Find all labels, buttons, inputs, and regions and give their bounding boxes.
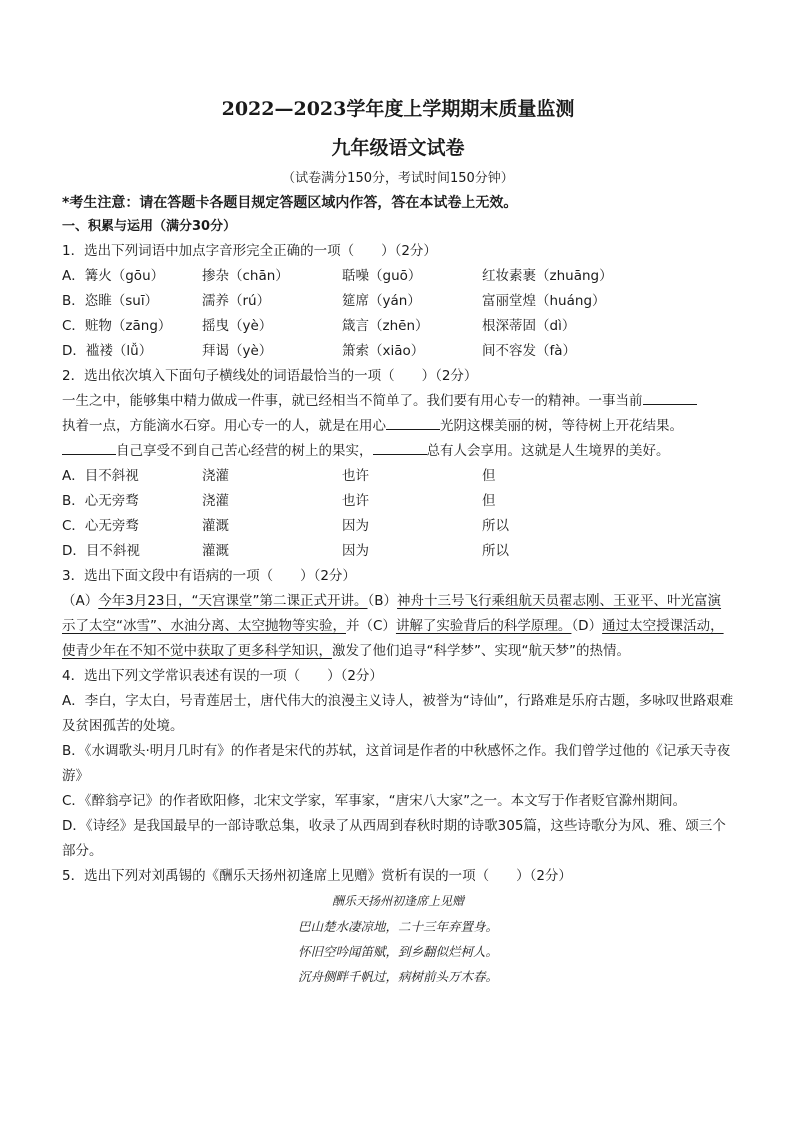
option-cell: 灌溉 [202, 543, 229, 559]
option-cell: 也许 [342, 468, 369, 484]
option-row [62, 489, 734, 514]
option-cell: 拜谒（yè） [202, 343, 273, 359]
option-cell: 所以 [482, 518, 509, 534]
exam-title: 2022—2023学年度上学期期末质量监测 [221, 98, 575, 120]
option-cell: 根深蒂固（dì） [482, 318, 576, 334]
passage-text: 自己享受不到自己苦心经营的树上的果实， [116, 443, 373, 459]
option-cell: D．目不斜视 [62, 543, 140, 559]
option-cell: 但 [482, 468, 496, 484]
passage-text: 光阴这棵美丽的树，等待树上开花结果。 [440, 418, 683, 434]
question-5-stem: 5．选出下列对刘禹锡的《酬乐天扬州初逢席上见赠》赏析有误的一项（ ）（2分） [62, 868, 572, 884]
fill-blank [643, 390, 697, 405]
option-cell: 但 [482, 493, 496, 509]
option-cell: 摇曳（yè） [202, 318, 273, 334]
option-cell: 箴言（zhēn） [342, 318, 429, 334]
question-3-passage [62, 589, 734, 664]
option-row [62, 514, 734, 539]
option-cell: A．目不斜视 [62, 468, 139, 484]
segment-label: （C） [359, 618, 396, 634]
segment-text: 并 [346, 618, 360, 634]
option-cell: C．心无旁骛 [62, 518, 139, 534]
option-row [62, 339, 734, 364]
option-cell: C．赃物（zāng） [62, 318, 172, 334]
option-cell: 浇灌 [202, 468, 229, 484]
option-row [62, 289, 734, 314]
option-row [62, 314, 734, 339]
option-cell: 因为 [342, 518, 369, 534]
question-4-option-c: C．《醉翁亭记》的作者欧阳修，北宋文学家，军事家，“唐宋八大家”之一。本文写于作者贬官滁州期间。 [62, 793, 687, 809]
segment-b: 神舟十三号飞行乘组航天员翟志刚、王亚平、叶光富演示了太空“冰雪”、水油分离、太空抛物等实验， [62, 593, 722, 634]
option-cell: 聒噪（guō） [342, 268, 422, 284]
option-cell: A．篝火（gōu） [62, 268, 165, 284]
question-4-option-a: A．李白，字太白，号青莲居士，唐代伟大的浪漫主义诗人，被誉为“诗仙”，行路难是乐府古题，多咏叹世路艰难及贫困孤苦的处境。 [62, 693, 734, 734]
passage-text: 总有人会享用。这就是人生境界的美好。 [426, 443, 670, 459]
segment-label: （B） [367, 593, 398, 609]
option-cell: 因为 [342, 543, 369, 559]
segment-text: 激发了他们追寻“科学梦”、实现“航天梦”的热情。 [332, 643, 630, 659]
option-cell: 浇灌 [202, 493, 229, 509]
segment-label: （A） [62, 593, 99, 609]
passage-text: 一生之中，能够集中精力做成一件事，就已经相当不简单了。我们要有用心专一的精神。一事当前 [62, 393, 643, 409]
option-cell: 间不容发（fà） [482, 343, 577, 359]
option-cell: D．褴褛（lǚ） [62, 343, 153, 359]
question-2-passage [62, 389, 734, 464]
option-cell: 也许 [342, 493, 369, 509]
fill-blank [386, 415, 440, 430]
candidate-notice: *考生注意：请在答题卡各题目规定答题区域内作答，答在本试卷上无效。 [62, 195, 518, 211]
option-cell: 筵席（yán） [342, 293, 421, 309]
poem-title: 酬乐天扬州初逢席上见赠 [331, 894, 464, 908]
option-cell: B．恣睢（suī） [62, 293, 159, 309]
exam-subject-title: 九年级语文试卷 [331, 137, 465, 159]
poem-line: 沉舟侧畔千帆过，病树前头万木春。 [297, 969, 498, 984]
segment-label: （D） [571, 618, 603, 634]
question-3-stem: 3．选出下面文段中有语病的一项（ ）（2分） [62, 568, 356, 584]
question-2-stem: 2．选出依次填入下面句子横线处的词语最恰当的一项（ ）（2分） [62, 368, 478, 384]
option-cell: 所以 [482, 543, 509, 559]
option-cell: 箫索（xiāo） [342, 343, 425, 359]
segment-a: 今年3月23日，“天宫课堂”第二课正式开讲。 [98, 593, 368, 609]
option-row [62, 264, 734, 289]
question-1-options [62, 264, 734, 364]
poem-line: 巴山楚水凄凉地，二十三年弃置身。 [297, 919, 498, 934]
fill-blank [62, 440, 116, 455]
question-4-option-d: D．《诗经》是我国最早的一部诗歌总集，收录了从西周到春秋时期的诗歌305篇，这些诗歌分为风、雅、颂三个部分。 [62, 818, 726, 859]
segment-c: 讲解了实验背后的科学原理。 [395, 618, 572, 634]
option-row [62, 539, 734, 564]
question-4-option-b: B．《水调歌头·明月几时有》的作者是宋代的苏轼，这首词是作者的中秋感怀之作。我们曾学过他的《记承天寺夜游》 [62, 743, 731, 784]
exam-info: （试卷满分150分，考试时间150分钟） [282, 171, 514, 186]
question-4-stem: 4．选出下列文学常识表述有误的一项（ ）（2分） [62, 668, 383, 684]
option-cell: 掺杂（chān） [202, 268, 289, 284]
poem [62, 889, 734, 989]
passage-text: 执着一点，方能滴水石穿。用心专一的人，就是在用心 [62, 418, 386, 434]
section-heading: 一、积累与运用（满分30分） [62, 219, 237, 234]
question-1-stem: 1．选出下列词语中加点字音形完全正确的一项（ ）（2分） [62, 243, 437, 259]
option-cell: 红妆素裹（zhuāng） [482, 268, 613, 284]
option-cell: B．心无旁骛 [62, 493, 139, 509]
option-row [62, 464, 734, 489]
option-cell: 灌溉 [202, 518, 229, 534]
option-cell: 富丽堂煌（huáng） [482, 293, 606, 309]
segment-d: 通过太空授课活动，使青少年在不知不觉中获取了更多科学知识， [62, 618, 724, 659]
poem-line: 怀旧空吟闻笛赋，到乡翻似烂柯人。 [297, 944, 498, 959]
fill-blank [373, 440, 427, 455]
option-cell: 濡养（rú） [202, 293, 271, 309]
question-2-options [62, 464, 734, 564]
